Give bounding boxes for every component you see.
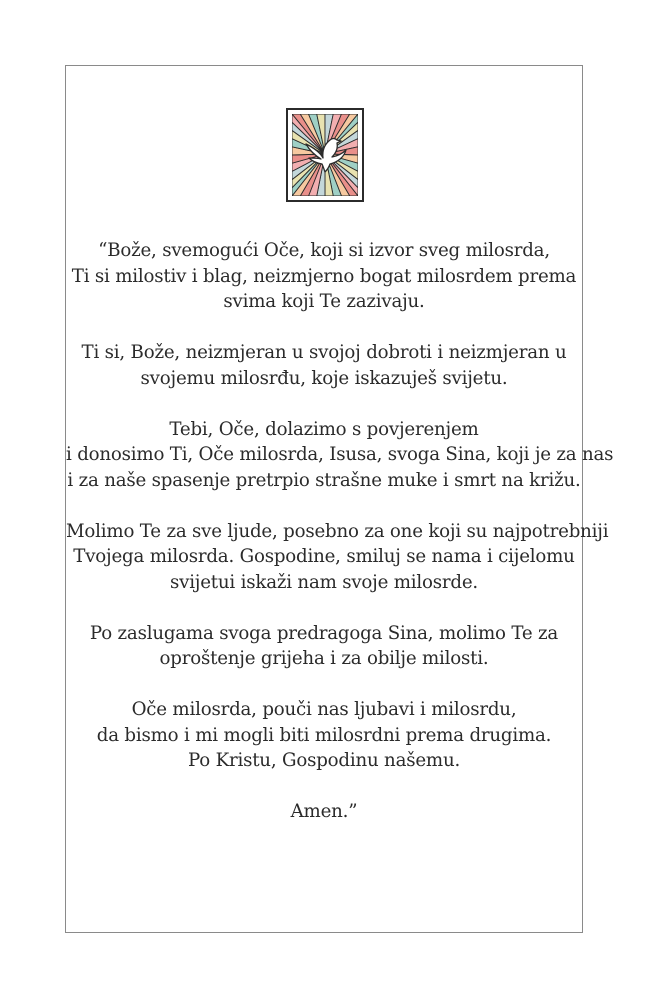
stanza-2 xyxy=(66,340,582,391)
dove-emblem xyxy=(286,108,364,202)
stanza-5 xyxy=(66,621,582,672)
stanza-6 xyxy=(66,697,582,774)
stanza-4 xyxy=(66,519,609,596)
stanza-7 xyxy=(66,799,582,825)
text-line: Molimo Te za sve ljude, posebno za one koji su najpotrebniji xyxy=(66,520,609,542)
text-line: Ti si, Bože, neizmjeran u svojoj dobroti i neizmjeran u xyxy=(81,342,567,363)
text-line: i donosimo Ti, Oče milosrda, Isusa, svoga Sina, koji je za nas xyxy=(66,444,614,465)
text-line: svijetui iskaži nam svoje milosrde. xyxy=(169,571,478,593)
text-line: svojemu milosrđu, koje iskazuješ svijetu. xyxy=(140,367,508,389)
text-line: Oče milosrda, pouči nas ljubavi i milosrdu, xyxy=(131,699,517,720)
stanza-1 xyxy=(66,238,582,315)
stanza-3 xyxy=(66,417,614,494)
text-line: “Bože, svemogući Oče, koji si izvor sveg milosrda, xyxy=(98,240,550,261)
prayer-card xyxy=(65,65,614,933)
text-line: i za naše spasenje pretrpio strašne muke i smrt na križu. xyxy=(67,469,581,491)
text-line: svima koji Te zazivaju. xyxy=(223,291,425,312)
text-line: Tvojega milosrda. Gospodine, smiluj se nama i cijelomu xyxy=(73,546,575,567)
text-line: Amen.” xyxy=(290,801,358,822)
text-line: Po Kristu, Gospodinu našemu. xyxy=(187,750,461,771)
text-line: oproštenje grijeha i za obilje milosti. xyxy=(159,648,489,669)
prayer-text xyxy=(66,238,614,850)
text-line: Po zaslugama svoga predragoga Sina, molimo Te za xyxy=(89,622,559,644)
text-line: Tebi, Oče, dolazimo s povjerenjem xyxy=(169,418,479,440)
text-line: Ti si milostiv i blag, neizmjerno bogat milosrdem prema xyxy=(71,265,577,287)
dove-icon xyxy=(292,114,358,196)
text-line: da bismo i mi mogli biti milosrdni prema drugima. xyxy=(96,724,552,746)
